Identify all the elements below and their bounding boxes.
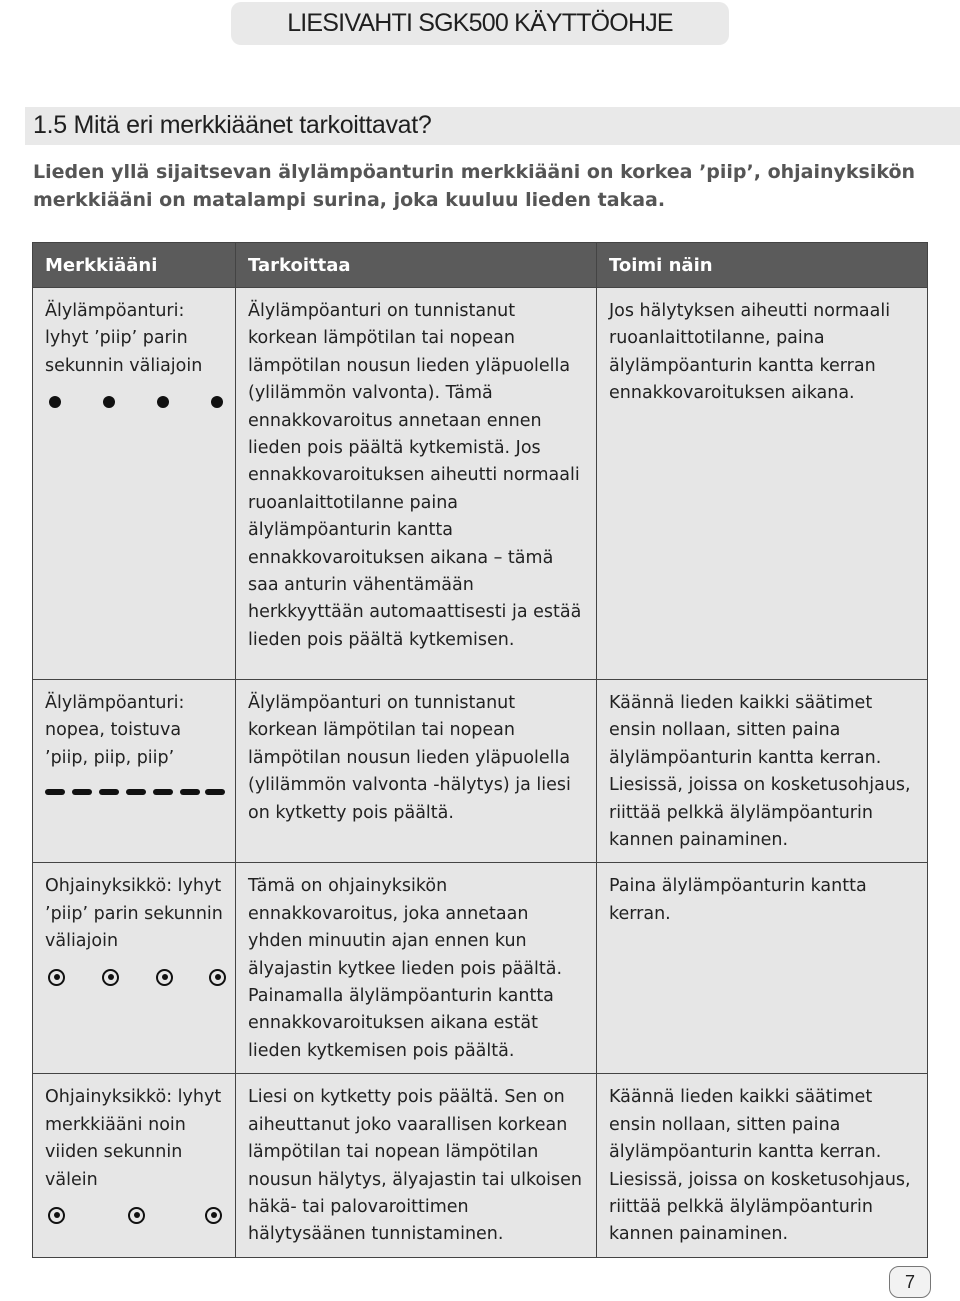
column-header-beep: Merkkiääni — [33, 243, 236, 288]
beep-ring-icon — [156, 969, 173, 986]
page-number-label: 7 — [904, 1271, 915, 1292]
beep-description: Älylämpöanturi: nopea, toistuva ’piip, piip, piip’ — [45, 693, 185, 768]
beep-dot-icon — [103, 396, 115, 408]
document-title: LIESIVAHTI SGK500 KÄYTTÖOHJE — [287, 9, 673, 37]
meaning-cell: Liesi on kytketty pois päältä. Sen on aiheuttanut joko vaarallisen korkean lämpötilan tai nopean lämpötilan nousun hälytys, älyajastin tai ulkoisen häkä- tai palovaroittimen hälytysäänen tunnistaminen. — [236, 1074, 597, 1257]
beep-ring-icon — [128, 1207, 145, 1224]
beep-dash-icon — [72, 789, 92, 795]
beep-symbol-dashes — [45, 782, 223, 804]
beep-ring-icon — [102, 969, 119, 986]
beep-dash-icon — [99, 789, 119, 795]
beep-cell — [33, 1074, 236, 1257]
beep-cell — [33, 680, 236, 863]
action-cell: Käännä lieden kaikki säätimet ensin nollaan, sitten paina älylämpöanturin kantta kerran. Liesissä, joissa on kosketusohjaus, riittää pelkkä älylämpöanturin kannen painaminen. — [597, 1074, 928, 1257]
beep-dash-icon — [205, 789, 225, 795]
beep-symbol-rings — [45, 1204, 223, 1226]
table-row — [33, 288, 928, 680]
table-row — [33, 863, 928, 1074]
beep-symbol-dots — [45, 390, 223, 412]
beep-dot-icon — [157, 396, 169, 408]
beep-ring-icon — [48, 969, 65, 986]
document-header — [231, 2, 729, 45]
action-cell: Käännä lieden kaikki säätimet ensin nollaan, sitten paina älylämpöanturin kantta kerran. Liesissä, joissa on kosketusohjaus, riittää pelkkä älylämpöanturin kannen painaminen. — [597, 680, 928, 863]
section-intro: Lieden yllä sijaitsevan älylämpöanturin merkkiääni on korkea ’piip’, ohjainyksikön merkkiääni on matalampi surina, joka kuuluu lieden takaa. — [33, 161, 916, 211]
beep-dash-icon — [180, 789, 200, 795]
beep-dash-icon — [126, 789, 146, 795]
beep-ring-icon — [48, 1207, 65, 1224]
beep-dot-icon — [211, 396, 223, 408]
meaning-cell: Älylämpöanturi on tunnistanut korkean lämpötilan tai nopean lämpötilan nousun lieden yläpuolella (ylilämmön valvonta -hälytys) ja liesi on kytketty pois päältä. — [236, 680, 597, 863]
beep-dash-icon — [153, 789, 173, 795]
page-number — [889, 1266, 931, 1298]
meaning-cell: Älylämpöanturi on tunnistanut korkean lämpötilan tai nopean lämpötilan nousun lieden yläpuolella (ylilämmön valvonta). Tämä ennakkovaroitus annetaan ennen lieden pois päältä kytkemistä. Jos ennakkovaroituksen aiheutti normaali ruoanlaittotilanne paina älylämpöanturin kantta ennakkovaroituksen aikana – tämä saa anturin vähentämään herkkyyttään automaattisesti ja estää lieden pois päältä kytkemisen. — [236, 288, 597, 680]
beep-ring-icon — [209, 969, 226, 986]
beep-description: Ohjainyksikkö: lyhyt merkkiääni noin viiden sekunnin välein — [45, 1087, 222, 1190]
beep-cell — [33, 288, 236, 680]
beep-description: Ohjainyksikkö: lyhyt ’piip’ parin sekunnin väliajoin — [45, 876, 223, 952]
action-cell: Paina älylämpöanturin kantta kerran. — [597, 863, 928, 1074]
section-title: 1.5 Mitä eri merkkiäänet tarkoittavat? — [33, 111, 432, 139]
beep-description: Älylämpöanturi: lyhyt ’piip’ parin sekunnin väliajoin — [45, 301, 203, 376]
table-header-row — [33, 243, 928, 288]
table-row — [33, 1074, 928, 1257]
column-header-action: Toimi näin — [597, 243, 928, 288]
beep-cell — [33, 863, 236, 1074]
beep-table — [32, 242, 928, 1258]
table-row — [33, 680, 928, 863]
beep-dot-icon — [49, 396, 61, 408]
beep-symbol-rings — [45, 966, 223, 988]
column-header-meaning: Tarkoittaa — [236, 243, 597, 288]
beep-dash-icon — [45, 789, 65, 795]
beep-ring-icon — [205, 1207, 222, 1224]
meaning-cell: Tämä on ohjainyksikön ennakkovaroitus, joka annetaan yhden minuutin ajan ennen kun älyajastin kytkee lieden pois päältä. Painamalla älylämpöanturin kantta ennakkovaroituksen aikana estät lieden kytkemisen pois päältä. — [236, 863, 597, 1074]
action-cell: Jos hälytyksen aiheutti normaali ruoanlaittotilanne, paina älylämpöanturin kantta kerran ennakkovaroituksen aikana. — [597, 288, 928, 680]
